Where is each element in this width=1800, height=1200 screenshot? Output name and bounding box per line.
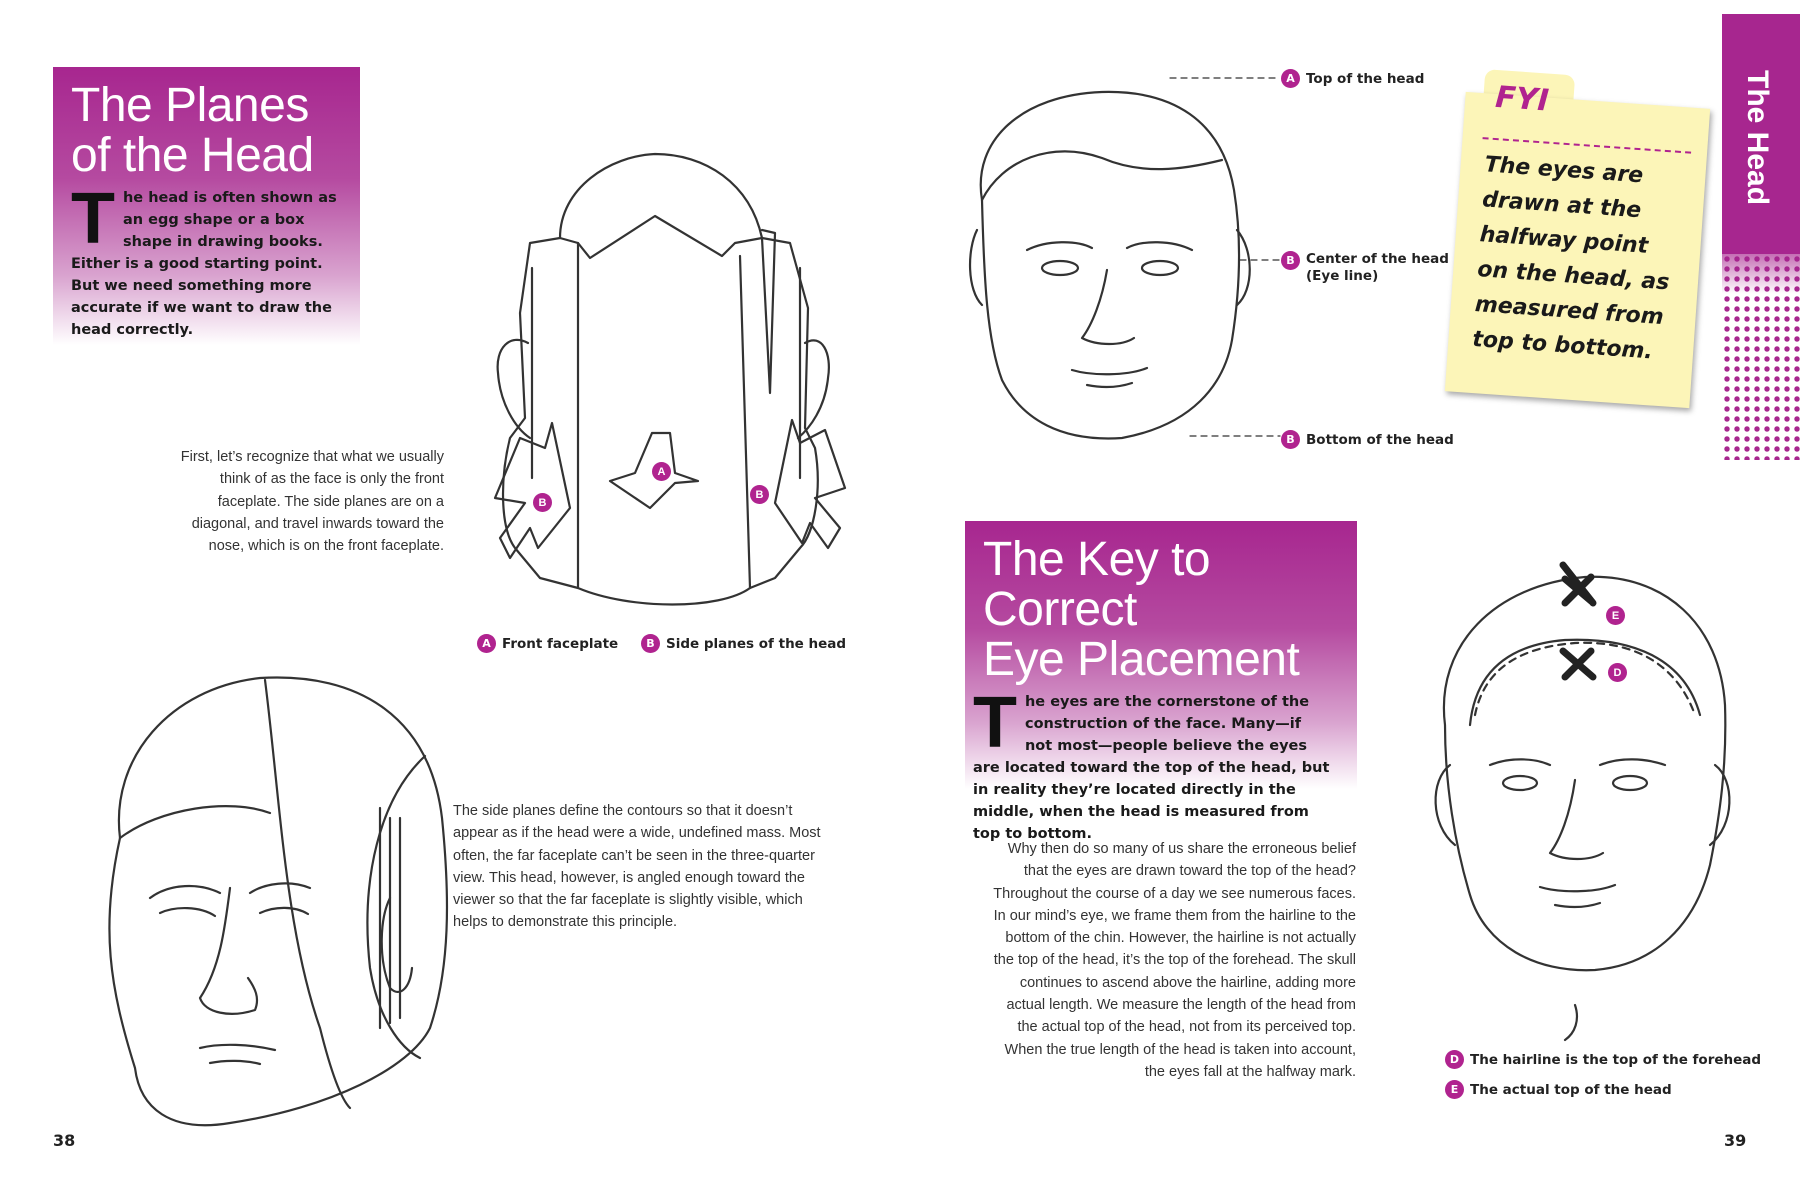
caption-text: Side planes of the head [666, 635, 847, 652]
caption-line-1: Center of the head [1306, 251, 1449, 267]
caption-text: The hairline is the top of the forehead [1470, 1051, 1762, 1068]
hairline-head-sketch [1415, 565, 1745, 1045]
caption-line-2: (Eye line) [1306, 268, 1379, 284]
caption-badge: B [641, 634, 660, 653]
three-quarter-head-sketch [80, 668, 460, 1138]
caption-text [1306, 251, 1449, 285]
caption-text: Front faceplate [502, 635, 619, 652]
page-number-left: 38 [53, 1131, 76, 1150]
caption-actual-top [1445, 1080, 1672, 1099]
fyi-note [1445, 79, 1710, 408]
caption-text: Bottom of the head [1306, 431, 1454, 448]
caption-badge: B [1281, 430, 1300, 449]
section-title-planes: The Planes of the Head [71, 79, 314, 182]
paragraph-hairline: Why then do so many of us share the erroneous belief that the eyes are drawn toward the top of the head? Throughout the course of a day we see numerous faces. In our mind’s eye, we frame them from the hairline to the bottom of the chin. However, the hairline is not actually the top of the head, it’s the top of the forehead. The skull continues to ascend above the hairline, adding more actual length. We measure the length of the head from the actual top of the head, not from its perceived top. When the true length of the head is taken into account, the eyes fall at the halfway mark. [993, 841, 1356, 1080]
caption-badge: E [1445, 1080, 1464, 1099]
mark-badge-e: E [1606, 606, 1625, 625]
caption-front-faceplate [477, 634, 618, 653]
diagram-badge-a: A [652, 462, 671, 481]
diagram-badge-b-right: B [750, 485, 769, 504]
caption-badge: B [1281, 251, 1300, 270]
caption-badge: A [1281, 69, 1300, 88]
leader-lines [1140, 70, 1290, 450]
mark-badge-d: D [1608, 663, 1627, 682]
caption-text: The actual top of the head [1470, 1081, 1672, 1098]
intro-planes [71, 179, 346, 341]
head-planes-diagram [470, 148, 830, 618]
caption-center-of-head [1281, 251, 1449, 285]
dropcap: T [71, 179, 115, 259]
caption-side-planes [641, 634, 846, 653]
caption-top-of-head [1281, 69, 1424, 88]
fyi-text: The eyes are drawn at the halfway point on the head, as measured from top to bottom. [1471, 152, 1671, 365]
side-tab-label: The Head [1741, 70, 1774, 206]
dropcap: T [973, 683, 1017, 763]
caption-text: Top of the head [1306, 70, 1425, 87]
paragraph-side-planes: The side planes define the contours so that it doesn’t appear as if the head were a wide, undefined mass. Most often, the far faceplate can’t be seen in the three-quarter view. This head, however, is angled enough toward the viewer so that the far faceplate is slightly visible, which helps to demonstrate this principle. [453, 803, 821, 931]
section-title-eye-line2: Eye Placement [983, 633, 1300, 686]
intro-text: he eyes are the cornerstone of the construction of the face. Many—if not most—people believe the eyes are located toward the top of the head, but in reality they’re located directly in the middle, when the head is measured from top to bottom. [973, 694, 1330, 842]
caption-bottom-of-head [1281, 430, 1454, 449]
fyi-title: FYI [1494, 79, 1550, 119]
tab-fade [1722, 234, 1800, 294]
caption-hairline [1445, 1050, 1761, 1069]
caption-badge: D [1445, 1050, 1464, 1069]
intro-eye-placement [973, 683, 1333, 845]
caption-badge: A [477, 634, 496, 653]
title-box-eye-placement [965, 521, 1357, 842]
title-box-planes [53, 67, 360, 345]
intro-text: he head is often shown as an egg shape or a box shape in drawing books. Either is a good starting point. But we need something more accurate if we want to draw the head correctly. [71, 190, 337, 338]
paragraph-faceplate: First, let’s recognize that what we usually think of as the face is only the front faceplate. The side planes are on a diagonal, and travel inwards toward the nose, which is on the front faceplate. [180, 449, 444, 555]
page-number-right: 39 [1724, 1131, 1747, 1150]
diagram-badge-b-left: B [533, 493, 552, 512]
section-title-eye-line1: The Key to Correct [983, 533, 1211, 636]
